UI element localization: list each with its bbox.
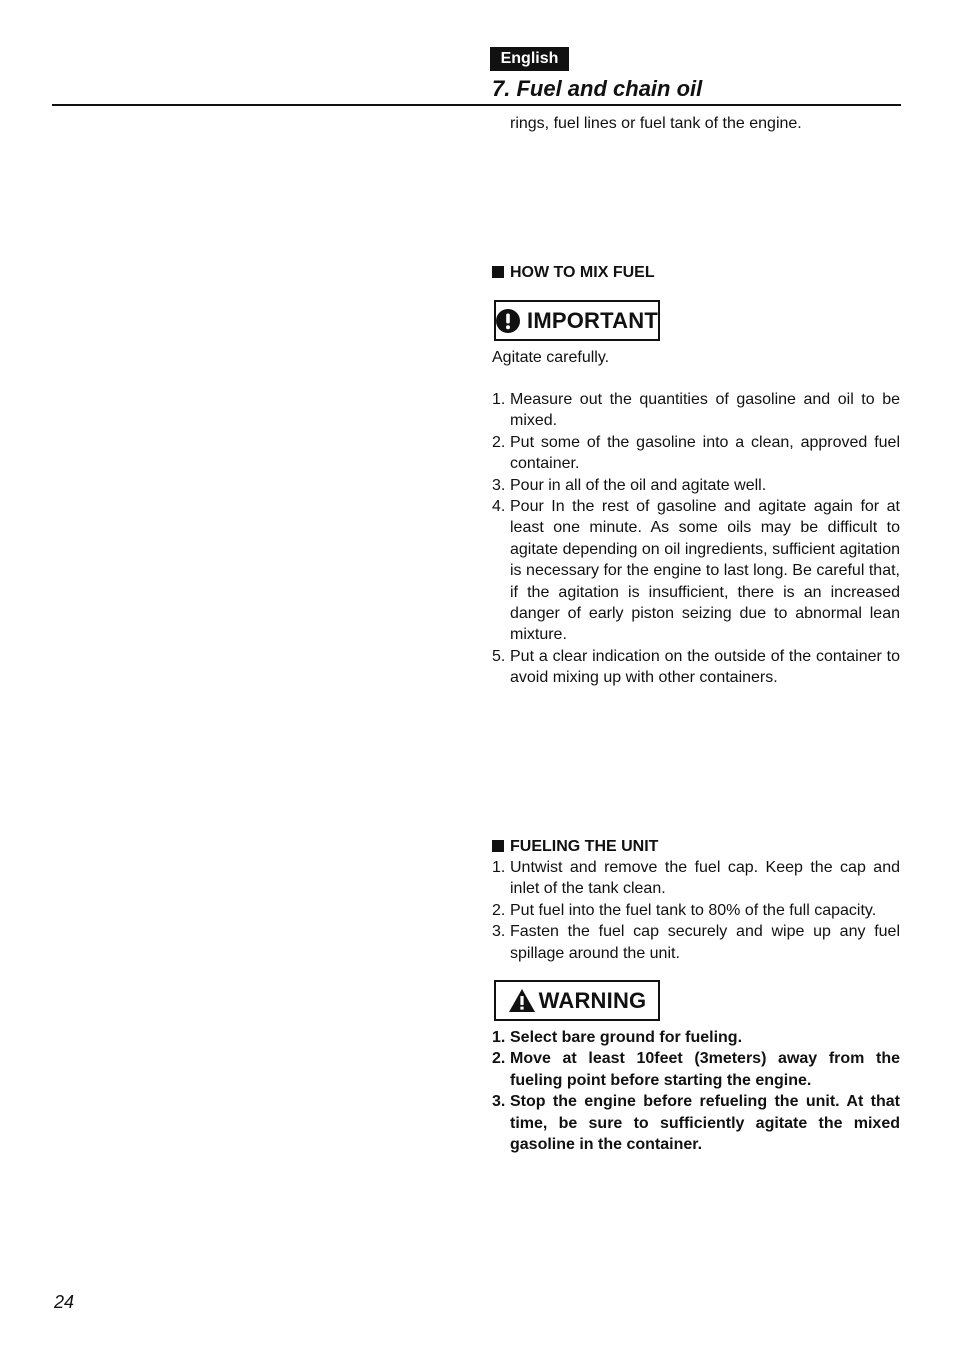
list-item <box>492 1091 900 1155</box>
list-item <box>492 432 900 475</box>
list-item-number: 1. <box>492 859 506 876</box>
important-notice-text: Agitate carefully. <box>492 349 610 366</box>
list-item <box>492 646 900 689</box>
mix-fuel-heading <box>492 262 655 283</box>
mix-steps <box>492 389 900 689</box>
list-item-text: Put fuel into the fuel tank to 80% of the full capacity. <box>510 901 877 919</box>
fueling-heading-text: FUELING THE UNIT <box>510 838 659 855</box>
list-item-number: 1. <box>492 391 506 408</box>
list-item-text: Untwist and remove the fuel cap. Keep the cap and inlet of the tank clean. <box>510 859 900 898</box>
square-bullet-icon <box>492 266 504 278</box>
exclamation-icon <box>496 309 520 333</box>
list-item-text: Put a clear indication on the outside of the container to avoid mixing up with other containers. <box>510 647 900 687</box>
language-badge: English <box>490 47 569 71</box>
list-item <box>492 389 900 432</box>
list-item-text: Pour in all of the oil and agitate well. <box>510 476 767 494</box>
list-item-number: 4. <box>492 498 506 516</box>
list-item-number: 3. <box>492 1093 506 1111</box>
list-item <box>492 857 900 900</box>
important-label: IMPORTANT <box>527 307 658 333</box>
list-item <box>492 900 900 921</box>
list-item-text: Move at least 10feet (3meters) away from the fueling point before starting the engine. <box>510 1050 900 1089</box>
continued-text: rings, fuel lines or fuel tank of the engine. <box>510 115 802 132</box>
list-item-number: 1. <box>492 1029 506 1046</box>
list-item-number: 2. <box>492 901 506 919</box>
chapter-title: 7. Fuel and chain oil <box>492 76 703 101</box>
important-notice-box <box>494 300 660 341</box>
list-item <box>492 1048 900 1091</box>
list-item-text: Fasten the fuel cap securely and wipe up any fuel spillage around the unit. <box>510 923 900 962</box>
list-item-text: Measure out the quantities of gasoline and oil to be mixed. <box>510 391 900 430</box>
page-number: 24 <box>54 1292 75 1312</box>
list-item-text: Put some of the gasoline into a clean, approved fuel container. <box>510 433 900 473</box>
list-item-text: Select bare ground for fueling. <box>510 1029 743 1046</box>
list-item <box>492 921 900 964</box>
warning-steps <box>492 1027 900 1155</box>
fueling-steps <box>492 857 900 964</box>
mix-fuel-heading-text: HOW TO MIX FUEL <box>510 264 655 281</box>
header-rule <box>52 104 901 106</box>
square-bullet-icon <box>492 840 504 852</box>
list-item <box>492 496 900 646</box>
list-item-number: 5. <box>492 647 506 665</box>
fueling-heading <box>492 836 658 857</box>
list-item-number: 2. <box>492 433 506 451</box>
warning-triangle-icon <box>508 988 536 1013</box>
list-item <box>492 475 900 496</box>
list-item-number: 2. <box>492 1050 506 1068</box>
warning-notice-box <box>494 980 660 1021</box>
warning-label: WARNING <box>538 987 647 1013</box>
list-item-text: Pour In the rest of gasoline and agitate again for at least one minute. As some oils may be difficult to agitate depending on oil ingredients, sufficient agitation is necessary for the engine to last long. Be careful that, if the agitation is insufficient, there is an increased danger of early piston seizing due to abnormal lean mixture. <box>510 498 900 644</box>
list-item-number: 3. <box>492 923 506 941</box>
list-item <box>492 1027 900 1048</box>
list-item-number: 3. <box>492 476 506 494</box>
list-item-text: Stop the engine before refueling the unit. At that time, be sure to sufficiently agitate the mixed gasoline in the container. <box>510 1093 900 1154</box>
